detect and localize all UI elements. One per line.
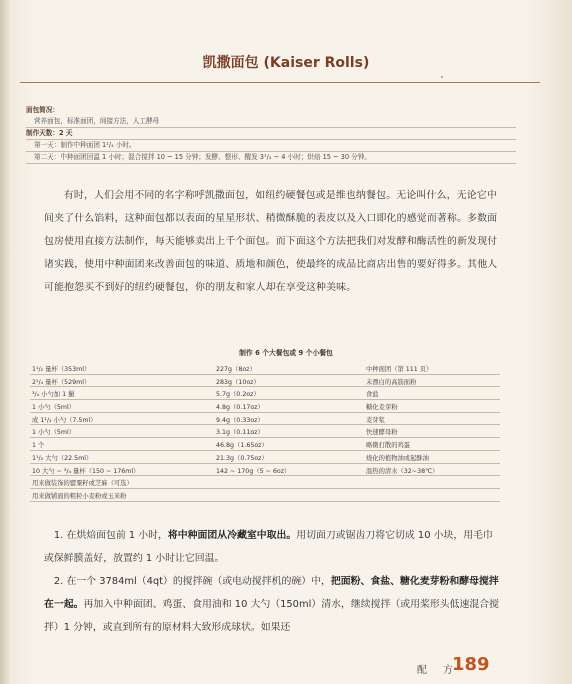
step-2: [44, 570, 500, 639]
profile-days-row: [26, 128, 516, 140]
ingredient-row: [30, 451, 500, 464]
recipe-title: 凯撒面包 (Kaiser Rolls): [202, 55, 370, 71]
ingredient-weight: 21.3g（0.75oz）: [216, 454, 268, 462]
profile-style-label: 面包简况：: [26, 106, 59, 114]
method-steps: [44, 524, 500, 639]
step-1-bold: 将中种面团从冷藏室中取出。: [167, 530, 297, 541]
ingredient-weight: 3.1g（0.11oz）: [216, 429, 264, 437]
step-2-rest: 再加入中种面团、鸡蛋、食用油和 10 大勺（150ml）清水，继续搅拌（或用桨形头低速混合搅拌）1 分钟，或直到所有的原材料大致形成球状。如果还: [44, 599, 499, 633]
ingredient-weight: 46.8g（1.65oz）: [216, 442, 268, 450]
ingredient-row: [30, 464, 500, 477]
ingredient-weight: 9.4g（0.33oz）: [216, 416, 264, 424]
ingredient-row: [30, 362, 500, 375]
ingredient-volume: 1¹/₂ 量杯（353ml）: [32, 366, 91, 373]
profile-style-label-row: [26, 105, 516, 116]
ingredient-name: 温热的清水（32~38℃）: [366, 467, 439, 475]
ingredient-name: 烧化的植物油或起酥油: [366, 454, 429, 462]
ingredient-extra-dusting: 用来做铺面的粗粒小麦粉或玉米粉: [32, 492, 127, 500]
ingredient-row: [30, 387, 500, 400]
intro-paragraph: 有时，人们会用不同的名字称呼凯撒面包，如纽约硬餐包或是维也纳餐包。无论叫什么，无论它中间夹了什么馅料，这种面包都以表面的星星形状、稍微酥脆的表皮以及入口即化的感觉而著称。多数面包房使用直接方法制作，每天能够卖出上千个面包。而下面这个方法把我们对发酵和酶活性的新发现付诸实践，使用中种面团来改善面包的味道、质地和颜色，使最终的成品比商店出售的要好得多。其他人可能抱怨买不到好的纽约硬餐包，你的朋友和家人却在享受这种美味。: [44, 190, 498, 293]
ingredient-volume: 或 1¹/₂ 小勺（7.5ml）: [32, 416, 97, 424]
page-number: 189: [452, 654, 490, 675]
ingredient-volume: 1 小勺（5ml）: [32, 404, 76, 412]
ingredient-row: [30, 400, 500, 413]
ingredient-extra-row: [30, 489, 500, 502]
section-footer-label: 配 方: [417, 665, 456, 676]
profile-style-value: 营养面包，标准面团，间接方法，人工酵母: [26, 116, 516, 128]
ingredient-weight: 4.8g（0.17oz）: [216, 404, 264, 412]
ingredient-volume: 1 个: [32, 442, 45, 450]
page-gutter-shadow: [0, 0, 10, 684]
step-1-rest: 用切面刀或锯齿刀将它切成 10 小块，用毛巾或保鲜膜盖好，放置约 1 小时让它回温。: [44, 530, 493, 564]
ingredient-name: 未漂白的高筋面粉: [366, 378, 417, 386]
print-speck: [441, 76, 443, 78]
ingredient-volume: 1 小勺（5ml）: [32, 429, 76, 437]
ingredient-name: 快速酵母粉: [366, 429, 398, 437]
ingredient-weight: 5.7g（0.2oz）: [216, 391, 260, 399]
ingredient-row: [30, 425, 500, 438]
ingredient-extra-seeds: 用来做装饰的罂粟籽或芝麻（可选）: [32, 480, 133, 488]
title-divider: [20, 82, 540, 83]
profile-day2: 第二天：中种面团回温 1 小时；混合搅拌 10 ~ 15 分钟；发酵、整形、醒发 3¹/₂ ~ 4 小时；烘焙 15 ~ 30 分钟。: [26, 152, 516, 164]
ingredient-name: 中种面团（第 111 页）: [366, 366, 433, 373]
ingredient-volume: 2¹/₄ 量杯（529ml）: [32, 378, 91, 386]
ingredient-name: 食盐: [366, 391, 379, 399]
bread-profile: [26, 105, 516, 164]
ingredient-volume: 1¹/₂ 大勺（22.5ml）: [32, 454, 93, 462]
ingredient-name: 略微打散的鸡蛋: [366, 442, 411, 450]
ingredient-name: 糖化麦芽粉: [366, 404, 398, 412]
ingredient-weight: 283g（10oz）: [216, 378, 260, 386]
step-2-bold: 把面粉、食盐、糖化麦芽粉和酵母搅拌在一起。: [44, 576, 499, 610]
step-2-intro: 2. 在一个 3784ml（4qt）的搅拌碗（或电动搅拌机的碗）中，: [53, 576, 331, 587]
profile-day1: 第一天：制作中种面团 1¹/₄ 小时。: [26, 140, 516, 152]
ingredient-volume: 10 大勺 ~ ³/₄ 量杯（150 ~ 176ml）: [32, 467, 140, 475]
ingredient-row: [30, 413, 500, 426]
ingredient-weight: 227g（8oz）: [216, 366, 256, 373]
step-1-intro: 1. 在烘焙面包前 1 小时，: [53, 530, 168, 541]
recipe-yield-title: 制作 6 个大餐包或 9 个小餐包: [239, 349, 333, 357]
ingredient-weight: 142 ~ 170g（5 ~ 6oz）: [216, 467, 291, 475]
step-1: [44, 524, 500, 570]
ingredient-extra-row: [30, 476, 500, 489]
ingredient-volume: ³/₄ 小勺加 1 撮: [32, 391, 75, 399]
profile-days-label: 制作天数：2 天: [26, 129, 73, 137]
ingredient-row: [30, 438, 500, 451]
ingredient-name: 麦芽浆: [366, 416, 385, 424]
ingredient-row: [30, 375, 500, 388]
ingredient-table: [30, 362, 500, 502]
